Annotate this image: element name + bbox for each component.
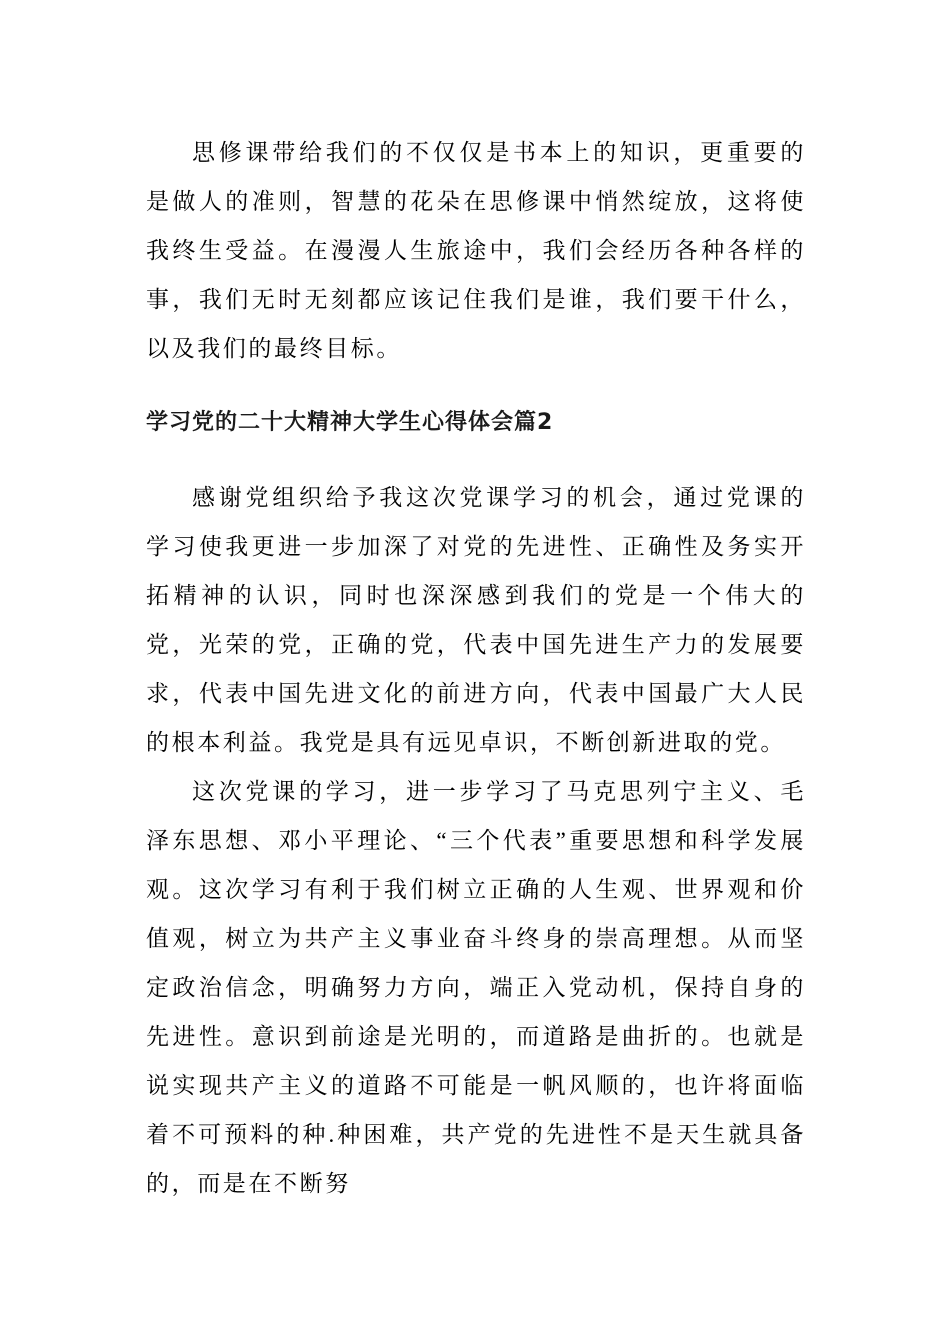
- body-paragraph-1: 思修课带给我们的不仅仅是书本上的知识，更重要的是做人的准则，智慧的花朵在思修课中悄然绽放，这将使我终生受益。在漫漫人生旅途中，我们会经历各种各样的事，我们无时无刻都应该记住我们是谁，我们要干什么，以及我们的最终目标。: [146, 140, 806, 361]
- section-heading: 学习党的二十大精神大学生心得体会篇2: [146, 410, 554, 435]
- body-paragraph-2: 感谢党组织给予我这次党课学习的机会，通过党课的学习使我更进一步加深了对党的先进性、正确性及务实开拓精神的认识，同时也深深感到我们的党是一个伟大的党，光荣的党，正确的党，代表中国先进生产力的发展要求，代表中国先进文化的前进方向，代表中国最广大人民的根本利益。我党是具有远见卓识，不断创新进取的党。: [146, 485, 806, 755]
- body-paragraph-3: 这次党课的学习，进一步学习了马克思列宁主义、毛泽东思想、邓小平理论、“三个代表”重要思想和科学发展观。这次学习有利于我们树立正确的人生观、世界观和价值观，树立为共产主义事业奋斗终身的崇高理想。从而坚定政治信念，明确努力方向，端正入党动机，保持自身的先进性。意识到前途是光明的，而道路是曲折的。也就是说实现共产主义的道路不可能是一帆风顺的，也许将面临着不可预料的种.种困难，共产党的先进性不是天生就具备的，而是在不断努: [146, 779, 806, 1196]
